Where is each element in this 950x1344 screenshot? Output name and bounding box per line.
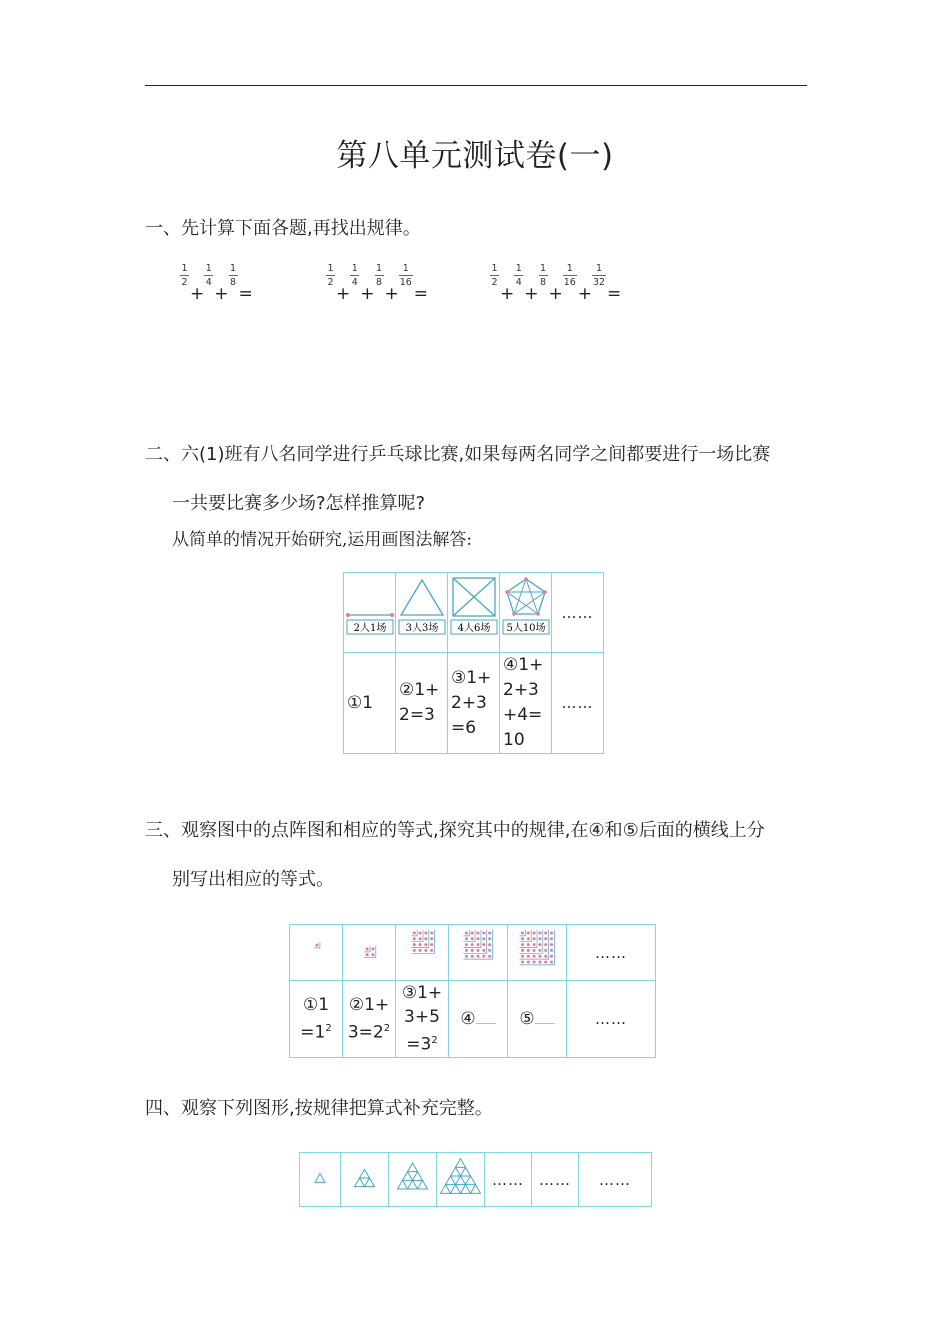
fraction: $\frac{1}{8}$ <box>539 263 547 288</box>
dot <box>424 943 427 946</box>
dot <box>430 949 433 952</box>
question-4-text: 四、观察下列图形,按规律把算式补充完整。 <box>145 1098 493 1119</box>
fraction: $\frac{1}{4}$ <box>515 263 522 288</box>
fraction: $\frac{1}{8}$ <box>229 263 237 288</box>
fraction: $\frac{1}{2}$ <box>327 263 334 288</box>
equation-cell-1: ①1 <box>344 653 396 754</box>
dot <box>521 943 524 946</box>
dot <box>482 932 485 935</box>
triangle-figure-3 <box>389 1153 436 1201</box>
dot <box>527 955 530 958</box>
dot-array-4x4 <box>449 925 507 975</box>
fraction: $\frac{1}{2}$ <box>491 263 498 288</box>
dot-array-cell-4 <box>449 925 508 981</box>
dot <box>527 949 530 952</box>
small-triangle <box>446 1176 456 1185</box>
two-person-figure <box>345 573 395 647</box>
triangle-cell-3 <box>389 1153 437 1207</box>
dot <box>477 937 480 940</box>
dot <box>544 961 547 964</box>
dot-array-table <box>289 924 656 1058</box>
dot <box>488 937 491 940</box>
dot <box>527 961 530 964</box>
dot <box>538 955 541 958</box>
dot <box>538 932 541 935</box>
dot <box>550 932 553 935</box>
dot <box>471 943 474 946</box>
dot <box>538 943 541 946</box>
ellipsis-cell: …… <box>532 1153 579 1207</box>
dot <box>521 961 524 964</box>
answer-blank[interactable] <box>535 1009 555 1024</box>
fraction: $\frac{1}{16}$ <box>563 263 576 288</box>
small-triangle <box>471 1185 481 1194</box>
dot <box>544 932 547 935</box>
dot <box>471 949 474 952</box>
equation-cell-2: ②1+ 2=3 <box>396 653 448 754</box>
expression-a: $\frac{1}{2}$ + $\frac{1}{4}$ + $\frac{1}{8}$ = <box>181 263 253 304</box>
three-person-figure <box>397 573 447 647</box>
ellipsis-cell: …… <box>567 925 656 981</box>
dot <box>471 937 474 940</box>
triangle-table <box>299 1152 652 1207</box>
fraction: $\frac{1}{8}$ <box>375 263 383 288</box>
dot <box>482 943 485 946</box>
ellipsis-cell: …… <box>552 653 604 754</box>
small-triangle <box>355 1178 365 1187</box>
small-triangle <box>360 1169 370 1178</box>
fraction: $\frac{1}{16}$ <box>399 263 412 288</box>
dot <box>521 955 524 958</box>
triangle-cell-1 <box>300 1153 341 1207</box>
small-triangle <box>451 1167 461 1176</box>
dot <box>550 949 553 952</box>
dot <box>424 949 427 952</box>
dot <box>366 953 369 956</box>
triangle-figure-4 <box>437 1153 484 1201</box>
dot-array-3x3 <box>396 925 448 975</box>
dot-array-cell-1 <box>290 925 343 981</box>
dot <box>477 932 480 935</box>
small-triangle <box>418 1180 428 1189</box>
small-triangle <box>315 1174 325 1183</box>
dot <box>482 949 485 952</box>
dot <box>538 937 541 940</box>
dot <box>533 949 536 952</box>
small-triangle <box>365 1178 375 1187</box>
dot <box>419 949 422 952</box>
equation-cell-2: ②1+ $3=2^2$ <box>343 981 396 1058</box>
dot <box>521 932 524 935</box>
equation-cell-4: ④1+ 2+3 +4= 10 <box>500 653 552 754</box>
dot <box>550 937 553 940</box>
caption: 2人1场 <box>353 623 386 634</box>
dot <box>419 943 422 946</box>
triangle-cell-2 <box>341 1153 389 1207</box>
dot <box>465 949 468 952</box>
dot <box>533 943 536 946</box>
equation-cell-3: ③1+ 2+3 =6 <box>448 653 500 754</box>
dot <box>550 955 553 958</box>
dot <box>550 943 553 946</box>
question-1-text: 一、先计算下面各题,再找出规律。 <box>145 218 421 239</box>
page-title: 第八单元测试卷(一) <box>336 138 614 174</box>
dot <box>413 937 416 940</box>
dot <box>316 944 319 947</box>
triangle-figure-2 <box>341 1153 388 1201</box>
dot <box>488 949 491 952</box>
dot <box>533 932 536 935</box>
dot <box>424 937 427 940</box>
equation-cell-4: ④ <box>449 981 508 1058</box>
figure-cell-5 <box>500 573 552 653</box>
ellipsis-cell: …… <box>579 1153 652 1207</box>
dot <box>413 949 416 952</box>
dot <box>482 955 485 958</box>
figure-cell-4 <box>448 573 500 653</box>
triangle-figure-1 <box>300 1153 340 1201</box>
dot <box>465 943 468 946</box>
dot <box>527 937 530 940</box>
dot <box>527 943 530 946</box>
dot <box>419 932 422 935</box>
dot <box>550 961 553 964</box>
question-3-line-2: 别写出相应的等式。 <box>172 869 334 890</box>
dot <box>413 932 416 935</box>
caption: 5人10场 <box>505 623 546 634</box>
expression-b: $\frac{1}{2}$ + $\frac{1}{4}$ + $\frac{1}{8}$ + $\frac{1}{16}$ = <box>327 263 428 304</box>
small-triangle <box>456 1176 466 1185</box>
expression-c: $\frac{1}{2}$ + $\frac{1}{4}$ + $\frac{1}{8}$ + $\frac{1}{16}$ + $\frac{1}{32}$ = <box>491 263 622 304</box>
equation-cell-3: ③1+ 3+5 $=3^2$ <box>396 981 449 1058</box>
small-triangle <box>441 1185 451 1194</box>
small-triangle <box>461 1167 471 1176</box>
dot <box>538 949 541 952</box>
question-2-line-2: 一共要比赛多少场?怎样推算呢? <box>172 493 426 514</box>
dot <box>430 932 433 935</box>
dot <box>488 955 491 958</box>
dot <box>430 937 433 940</box>
ellipsis-cell: …… <box>567 981 656 1058</box>
dot <box>430 943 433 946</box>
five-person-figure <box>501 573 551 647</box>
small-triangle <box>451 1185 461 1194</box>
question-2-line-3: 从简单的情况开始研究,运用画图法解答: <box>172 530 473 550</box>
small-triangle <box>466 1176 476 1185</box>
ellipsis-cell: …… <box>552 573 604 653</box>
small-triangle <box>403 1172 413 1181</box>
dot <box>413 943 416 946</box>
dot <box>477 955 480 958</box>
small-triangle <box>413 1172 423 1181</box>
equation-cell-5: ⑤ <box>508 981 567 1058</box>
dot <box>544 949 547 952</box>
small-triangle <box>408 1163 418 1172</box>
dot <box>371 948 374 951</box>
dot <box>538 961 541 964</box>
caption: 4人6场 <box>457 623 490 634</box>
dot <box>527 932 530 935</box>
dot <box>465 937 468 940</box>
answer-blank[interactable] <box>476 1009 496 1024</box>
dot <box>419 937 422 940</box>
small-triangle <box>398 1180 408 1189</box>
fraction: $\frac{1}{32}$ <box>592 263 606 288</box>
dot <box>465 955 468 958</box>
dot <box>424 932 427 935</box>
fraction: $\frac{1}{4}$ <box>205 263 212 288</box>
dot <box>544 943 547 946</box>
dot-array-cell-5 <box>508 925 567 981</box>
dot <box>521 937 524 940</box>
dot-array-1x1 <box>290 925 342 975</box>
triangle-cell-4 <box>437 1153 485 1207</box>
figure-cell-2 <box>344 573 396 653</box>
figure-cell-3 <box>396 573 448 653</box>
question-3-line-1: 三、观察图中的点阵图和相应的等式,探究其中的规律,在④和⑤后面的横线上分 <box>145 820 765 841</box>
four-person-figure <box>449 573 499 647</box>
dot <box>488 943 491 946</box>
equation-cell-1: ①1 $=1^2$ <box>290 981 343 1058</box>
small-triangle <box>408 1180 418 1189</box>
dot-array-cell-2 <box>343 925 396 981</box>
dot <box>477 943 480 946</box>
dot <box>488 932 491 935</box>
dot <box>465 932 468 935</box>
top-rule <box>145 85 807 86</box>
small-triangle <box>456 1159 466 1168</box>
dot <box>544 937 547 940</box>
fraction: $\frac{1}{2}$ <box>181 263 188 288</box>
ellipsis-cell: …… <box>485 1153 532 1207</box>
dot <box>482 937 485 940</box>
match-table <box>343 572 604 754</box>
dot <box>371 953 374 956</box>
dot <box>471 955 474 958</box>
dot <box>471 932 474 935</box>
dot <box>533 961 536 964</box>
dot <box>544 955 547 958</box>
question-2-line-1: 二、六(1)班有八名同学进行乒乓球比赛,如果每两名同学之间都要进行一场比赛 <box>145 444 771 465</box>
dot <box>533 955 536 958</box>
fraction: $\frac{1}{4}$ <box>351 263 358 288</box>
small-triangle <box>461 1185 471 1194</box>
dot <box>521 949 524 952</box>
dot-array-5x5 <box>508 925 566 975</box>
dot <box>533 937 536 940</box>
dot <box>477 949 480 952</box>
dot-array-2x2 <box>343 925 395 975</box>
caption: 3人3场 <box>405 623 438 634</box>
dot-array-cell-3 <box>396 925 449 981</box>
dot <box>366 948 369 951</box>
